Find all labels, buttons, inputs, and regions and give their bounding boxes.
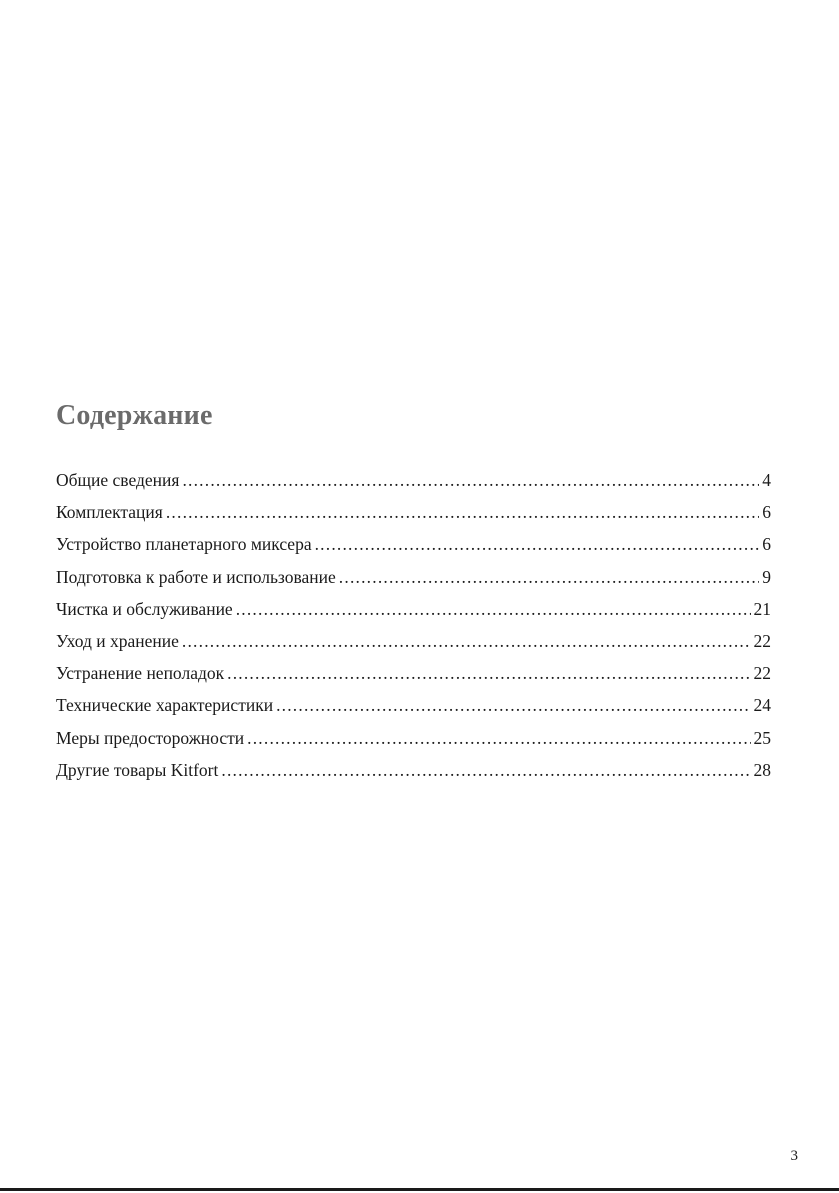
toc-item-label: Другие товары Kitfort <box>56 759 219 780</box>
toc-item[interactable] <box>56 528 771 560</box>
toc-dot-leader <box>247 722 750 754</box>
toc-item-page: 21 <box>753 598 771 619</box>
toc-dot-leader <box>227 657 750 689</box>
toc-item-page: 24 <box>753 695 771 716</box>
toc-item-page: 25 <box>753 727 771 748</box>
toc-dot-leader <box>236 593 751 625</box>
toc-item-label: Чистка и обслуживание <box>56 598 233 619</box>
toc-dot-leader <box>166 496 759 528</box>
toc-item-label: Устройство планетарного миксера <box>56 534 312 555</box>
toc-item-label: Технические характеристики <box>56 695 274 716</box>
toc-item[interactable] <box>56 754 771 786</box>
toc-item-label: Комплектация <box>56 502 163 523</box>
page-number: 3 <box>790 1148 798 1164</box>
toc-item[interactable] <box>56 625 771 657</box>
toc-item[interactable] <box>56 464 771 496</box>
toc-dot-leader <box>339 561 759 593</box>
toc-dot-leader <box>182 464 759 496</box>
toc-item-label: Меры предосторожности <box>56 727 245 748</box>
toc-item[interactable] <box>56 657 771 689</box>
toc-item[interactable] <box>56 722 771 754</box>
toc-dot-leader <box>221 754 750 786</box>
toc-item-label: Устранение неполадок <box>56 663 225 684</box>
toc-item-page: 22 <box>753 663 771 684</box>
toc-title: Содержание <box>56 400 213 431</box>
toc-item[interactable] <box>56 689 771 721</box>
toc-item-label: Общие сведения <box>56 470 180 490</box>
toc-list <box>56 464 771 786</box>
toc-item[interactable] <box>56 561 771 593</box>
bottom-rule <box>0 1188 839 1191</box>
toc-item-label: Уход и хранение <box>56 630 179 651</box>
toc-item[interactable] <box>56 496 771 528</box>
toc-item-page: 4 <box>762 470 771 490</box>
toc-dot-leader <box>182 625 751 657</box>
toc-item-page: 6 <box>762 502 771 523</box>
toc-item-label: Подготовка к работе и использование <box>56 566 336 587</box>
toc-item-page: 9 <box>762 566 771 587</box>
toc-dot-leader <box>276 689 750 721</box>
toc-item-page: 22 <box>753 630 771 651</box>
toc-item-page: 28 <box>753 759 771 780</box>
toc-item[interactable] <box>56 593 771 625</box>
toc-dot-leader <box>315 528 760 560</box>
toc-item-page: 6 <box>762 534 771 555</box>
